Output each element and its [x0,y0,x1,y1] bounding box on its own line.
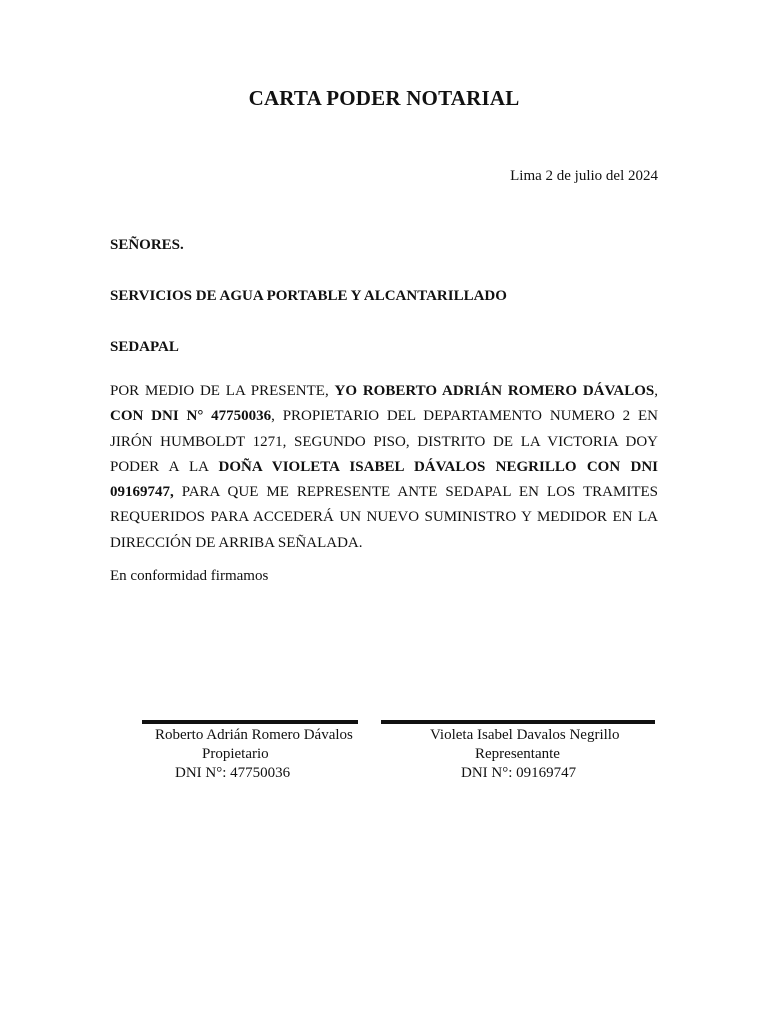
body-middle: , PROPIETARIO DEL DEPARTAMENTO NUMERO 2 EN JIRÓN HUMBOLDT 1271, SEGUNDO PISO, DISTRITO DE LA VICTORIA DOY PODER A LA [110,408,658,475]
recipient-organization: SERVICIOS DE AGUA PORTABLE Y ALCANTARILLADO [110,288,507,304]
signature-block-owner [155,726,353,783]
document-title: CARTA PODER NOTARIAL [248,86,520,110]
signature-line-representative [381,720,655,724]
grantor-dni: CON DNI N° 47750036 [110,408,272,425]
document-date: Lima 2 de julio del 2024 [510,168,658,184]
signature-block-representative [430,726,619,783]
signature-dni: DNI N°: 09169747 [461,765,577,781]
signature-line-owner [142,720,358,724]
signature-role: Representante [475,746,560,762]
grantee-name: DOÑA VIOLETA ISABEL DÁVALOS NEGRILLO CON DNI 09169747, [110,458,658,501]
closing-text: En conformidad firmamos [110,568,269,584]
signature-name: Roberto Adrián Romero Dávalos [155,727,353,743]
recipient-salutation: SEÑORES. [110,237,184,253]
body-separator: , [654,383,658,399]
body-paragraph [110,379,658,556]
body-intro: POR MEDIO DE LA PRESENTE, [110,383,335,399]
signature-name: Violeta Isabel Davalos Negrillo [430,727,620,743]
signature-role: Propietario [202,746,269,762]
recipient-entity: SEDAPAL [110,339,179,355]
signature-dni: DNI N°: 47750036 [175,765,291,781]
body-end: PARA QUE ME REPRESENTE ANTE SEDAPAL EN LOS TRAMITES REQUERIDOS PARA ACCEDERÁ UN NUEVO SUMINISTRO Y MEDIDOR EN LA DIRECCIÓN DE ARRIBA SEÑALADA. [110,484,658,551]
grantor-name: YO ROBERTO ADRIÁN ROMERO DÁVALOS [334,383,655,399]
